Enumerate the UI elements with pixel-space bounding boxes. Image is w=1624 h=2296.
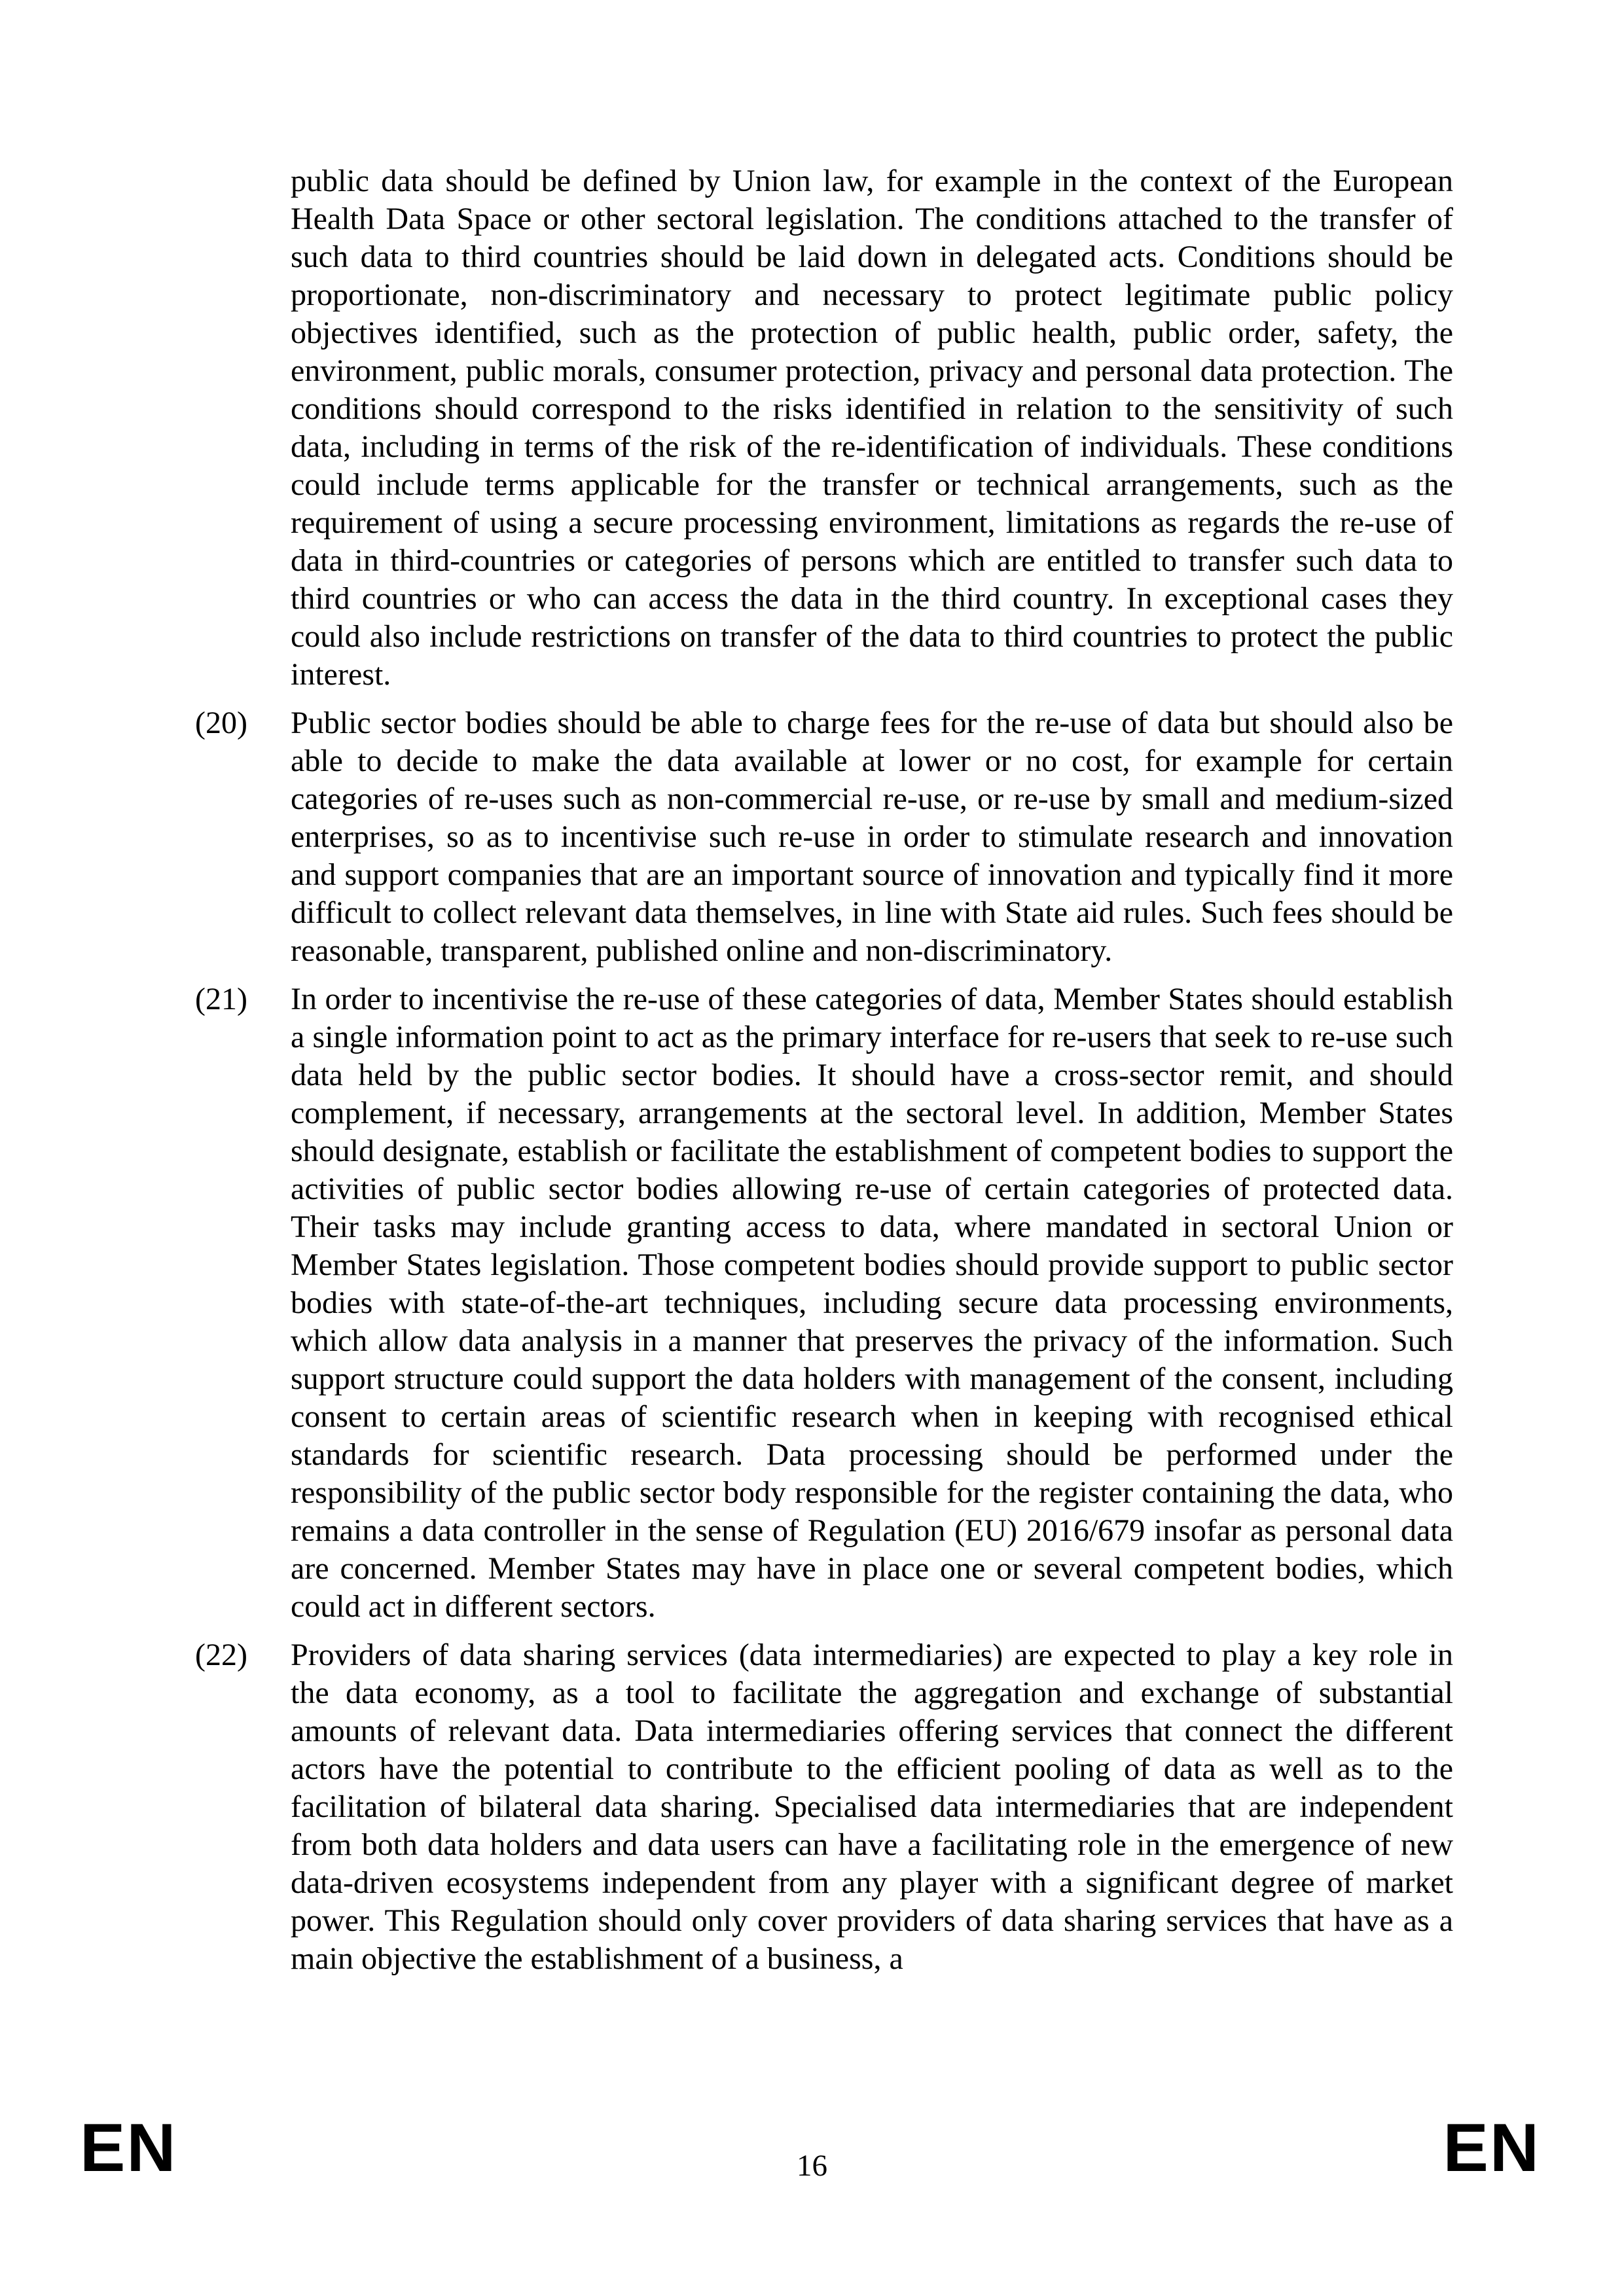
recital-text: In order to incentivise the re-use of these categories of data, Member States should establish a single information point to act as the primary interface for re-users that seek to re-use such data held by the public sector bodies. It should have a cross-sector remit, and should complement, if necessary, arrangements at the sectoral level. In addition, Member States should designate, establish or facilitate the establishment of competent bodies to support the activities of public sector bodies allowing re-use of certain categories of protected data. Their tasks may include granting access to data, where mandated in sectoral Union or Member States legislation. Those competent bodies should provide support to public sector bodies with state-of-the-art techniques, including secure data processing environments, which allow data analysis in a manner that preserves the privacy of the information. Such support structure could support the data holders with management of the consent, including consent to certain areas of scientific research when in keeping with recognised ethical standards for scientific research. Data processing should be performed under the responsibility of the public sector body responsible for the register containing the data, who remains a data controller in the sense of Regulation (EU) 2016/679 insofar as personal data are concerned. Member States may have in place one or several competent bodies, which could act in different sectors. (291, 982, 1453, 1624)
recital-text: Providers of data sharing services (data intermediaries) are expected to play a key role in the data economy, as a tool to facilitate the aggregation and exchange of substantial amounts of relevant data. Data intermediaries offering services that connect the different actors have the potential to contribute to the efficient pooling of data as well as to the facilitation of bilateral data sharing. Specialised data intermediaries that are independent from both data holders and data users can have a facilitating role in the emergence of new data-driven ecosystems independent from any player with a significant degree of market power. This Regulation should only cover providers of data sharing services that have as a main objective the establishment of a business, a (291, 1638, 1453, 1976)
recital-21 (195, 980, 1453, 1626)
recital-text: Public sector bodies should be able to charge fees for the re-use of data but should also be able to decide to make the data available at lower or no cost, for example for certain categories of re-uses such as non-commercial re-use, or re-use by small and medium-sized enterprises, so as to incentivise such re-use in order to stimulate research and innovation and support companies that are an important source of innovation and typically find it more difficult to collect relevant data themselves, in line with State aid rules. Such fees should be reasonable, transparent, published online and non-discriminatory. (291, 706, 1453, 968)
recital-number: (20) (195, 706, 247, 740)
recital-continuation (195, 162, 1453, 694)
page-number: 16 (797, 2149, 827, 2183)
recital-number: (22) (195, 1638, 247, 1672)
recital-text: public data should be defined by Union law, for example in the context of the European Health Data Space or other sectoral legislation. The conditions attached to the transfer of such data to third countries should be laid down in delegated acts. Conditions should be proportionate, non-discriminatory and necessary to protect legitimate public policy objectives identified, such as the protection of public health, public order, safety, the environment, public morals, consumer protection, privacy and personal data protection. The conditions should correspond to the risks identified in relation to the sensitivity of such data, including in terms of the risk of the re-identification of individuals. These conditions could include terms applicable for the transfer or technical arrangements, such as the requirement of using a secure processing environment, limitations as regards the re-use of data in third-countries or categories of persons which are entitled to transfer such data to third countries or who can access the data in the third country. In exceptional cases they could also include restrictions on transfer of the data to third countries to protect the public interest. (291, 164, 1453, 692)
language-code-right: EN (1443, 2110, 1540, 2186)
recital-20 (195, 704, 1453, 970)
language-code-left: EN (80, 2110, 177, 2186)
page-footer (0, 2110, 1624, 2193)
recital-22 (195, 1636, 1453, 1978)
recital-number: (21) (195, 982, 247, 1016)
recitals-body (195, 162, 1453, 1978)
